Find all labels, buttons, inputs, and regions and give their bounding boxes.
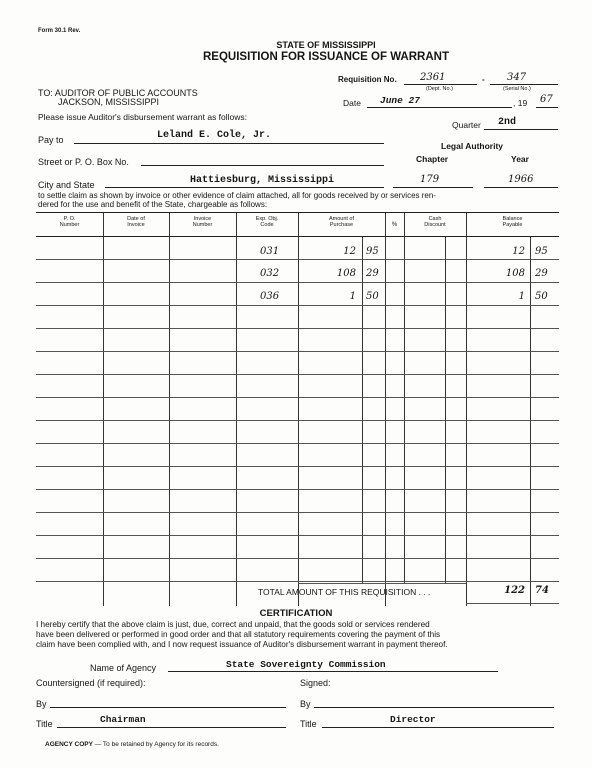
row-2-balance-cents[interactable]: 29 (535, 268, 548, 279)
table-row-rule (36, 535, 559, 536)
agency-line (168, 671, 498, 672)
row-3-amount-dollars[interactable]: 1 (349, 291, 356, 302)
date-label: Date (343, 98, 361, 108)
title-line-left (57, 727, 286, 728)
col-exp-header: Exp. Obj. Code (255, 216, 279, 228)
table-row-rule (36, 259, 559, 260)
please-issue: Please issue Auditor's disbursement warrant as follows: (38, 112, 248, 122)
table-row-rule (36, 420, 559, 421)
col-divider (404, 213, 405, 583)
chapter-line (393, 187, 473, 188)
agency-value[interactable]: State Sovereignty Commission (226, 659, 386, 670)
col-po-header: P. O. Number (59, 216, 80, 228)
form-title: REQUISITION FOR ISSUANCE OF WARRANT (203, 51, 449, 63)
year-auth-line (484, 187, 558, 188)
pay-to-value[interactable]: Leland E. Cole, Jr. (157, 130, 272, 141)
col-divider (466, 213, 467, 606)
table-row-rule (36, 581, 559, 582)
col-date-header: Date of Invoice (127, 216, 145, 228)
pay-to-line (74, 143, 384, 144)
quarter-label: Quarter (452, 120, 481, 130)
col-divider (169, 213, 170, 606)
year-heading: Year (511, 154, 529, 164)
row-2-amount-cents[interactable]: 29 (366, 268, 379, 279)
total-underline (466, 603, 559, 604)
table-row-rule (36, 489, 559, 490)
certification-line-3: claim have been complied with, and I now request issuance of Auditor's disbursement warrant in payment thereof. (36, 640, 448, 649)
city-value[interactable]: Hattiesburg, Mississippi (190, 175, 335, 186)
total-cents[interactable]: 74 (535, 585, 549, 596)
countersigned-label: Countersigned (if required): (36, 678, 146, 688)
table-row-rule (36, 328, 559, 329)
quarter-value[interactable]: 2nd (498, 117, 517, 128)
by-line-right[interactable] (314, 707, 554, 708)
requisition-label: Requisition No. (338, 75, 397, 84)
state-heading: STATE OF MISSISSIPPI (276, 40, 376, 50)
chapter-value[interactable]: 179 (420, 174, 440, 185)
certification-line-1: I hereby certify that the above claim is just, due, correct and unpaid, that the goods sold or services rendered (36, 620, 430, 629)
certification-line-2: have been delivered or performed in good order and that all statutory requirements covering the payment of this (36, 630, 441, 639)
year-value[interactable]: 67 (540, 94, 553, 105)
certification-title: CERTIFICATION (259, 608, 333, 619)
to-line-2: JACKSON, MISSISSIPPI (58, 97, 160, 107)
agency-copy-bold: AGENCY COPY (45, 741, 93, 748)
serial-caption: (Serial No.) (503, 86, 531, 92)
title-label-right: Title (300, 719, 317, 729)
row-3-code[interactable]: 036 (260, 291, 280, 302)
quarter-line (484, 129, 558, 130)
table-row-rule (36, 397, 559, 398)
date-value[interactable]: June 27 (380, 95, 420, 106)
agency-copy-rest: — To be retained by Agency for its records. (92, 741, 219, 748)
col-divider (385, 213, 386, 606)
settle-line-1: to settle claim as shown by invoice or other evidence of claim attached, all for goods received by or services ren- (38, 191, 436, 200)
year-line (536, 107, 558, 108)
agency-copy-note (45, 741, 219, 748)
chapter-heading: Chapter (416, 154, 449, 164)
row-1-amount-dollars[interactable]: 12 (343, 246, 356, 257)
serial-number[interactable]: 347 (507, 72, 527, 83)
row-1-balance-dollars[interactable]: 12 (512, 246, 525, 257)
by-line-left[interactable] (50, 707, 286, 708)
row-1-code[interactable]: 031 (260, 246, 280, 257)
year-prefix: , 19 (513, 98, 528, 108)
title-value-left[interactable]: Chairman (100, 714, 146, 725)
city-label: City and State (38, 180, 95, 190)
table-row-rule (36, 351, 559, 352)
col-cash-header: Cash Discount (424, 216, 446, 228)
date-line (367, 107, 512, 108)
row-2-amount-dollars[interactable]: 108 (336, 268, 356, 279)
table-row-rule (36, 512, 559, 513)
dept-caption: (Dept. No.) (426, 86, 453, 92)
settle-line-2: dered for the use and benefit of the State, chargeable as follows: (38, 200, 268, 209)
dept-no-line (404, 84, 477, 85)
col-invoice-header: Invoice Number (192, 216, 213, 228)
table-row-rule (36, 374, 559, 375)
signed-label: Signed: (300, 678, 331, 688)
row-3-balance-cents[interactable]: 50 (535, 291, 548, 302)
cents-divider (530, 236, 531, 606)
city-line (105, 187, 384, 188)
legal-authority-heading: Legal Authority (441, 141, 504, 151)
row-3-balance-dollars[interactable]: 1 (518, 291, 525, 302)
street-line (141, 165, 384, 166)
table-row-rule (36, 282, 559, 283)
title-label-left: Title (36, 719, 53, 729)
col-amount-header: Amount of Purchase (328, 216, 355, 228)
dept-number[interactable]: 2361 (420, 72, 446, 83)
title-value-right[interactable]: Director (390, 714, 436, 725)
col-pct-header: % (391, 222, 398, 228)
pay-to-label: Pay to (38, 135, 64, 145)
total-dollars[interactable]: 122 (504, 585, 525, 596)
by-label-right: By (300, 699, 311, 709)
title-line-right (322, 727, 554, 728)
table-row-rule (36, 443, 559, 444)
street-label: Street or P. O. Box No. (38, 157, 129, 167)
col-balance-header: Balance Payable (502, 216, 523, 228)
col-divider (103, 213, 104, 606)
form-number: Form 30.1 Rev. (38, 28, 81, 34)
row-1-amount-cents[interactable]: 95 (366, 246, 379, 257)
table-row-rule (36, 466, 559, 467)
cents-divider (362, 236, 363, 583)
table-row-rule (36, 305, 559, 306)
year-auth-value[interactable]: 1966 (508, 174, 534, 185)
to-line-1: TO: AUDITOR OF PUBLIC ACCOUNTS (38, 88, 198, 98)
cents-divider (445, 236, 446, 583)
col-divider (298, 213, 299, 606)
row-2-balance-dollars[interactable]: 108 (505, 268, 525, 279)
by-label-left: By (36, 699, 47, 709)
col-divider (236, 213, 237, 606)
total-rule (298, 583, 466, 584)
agency-label: Name of Agency (90, 663, 157, 673)
row-1-balance-cents[interactable]: 95 (535, 246, 548, 257)
table-row-rule (36, 558, 559, 559)
row-2-code[interactable]: 032 (260, 268, 280, 279)
total-label: TOTAL AMOUNT OF THIS REQUISITION . . . (258, 587, 431, 597)
row-3-amount-cents[interactable]: 50 (366, 291, 379, 302)
dash: - (482, 75, 485, 84)
serial-no-line (490, 84, 558, 85)
